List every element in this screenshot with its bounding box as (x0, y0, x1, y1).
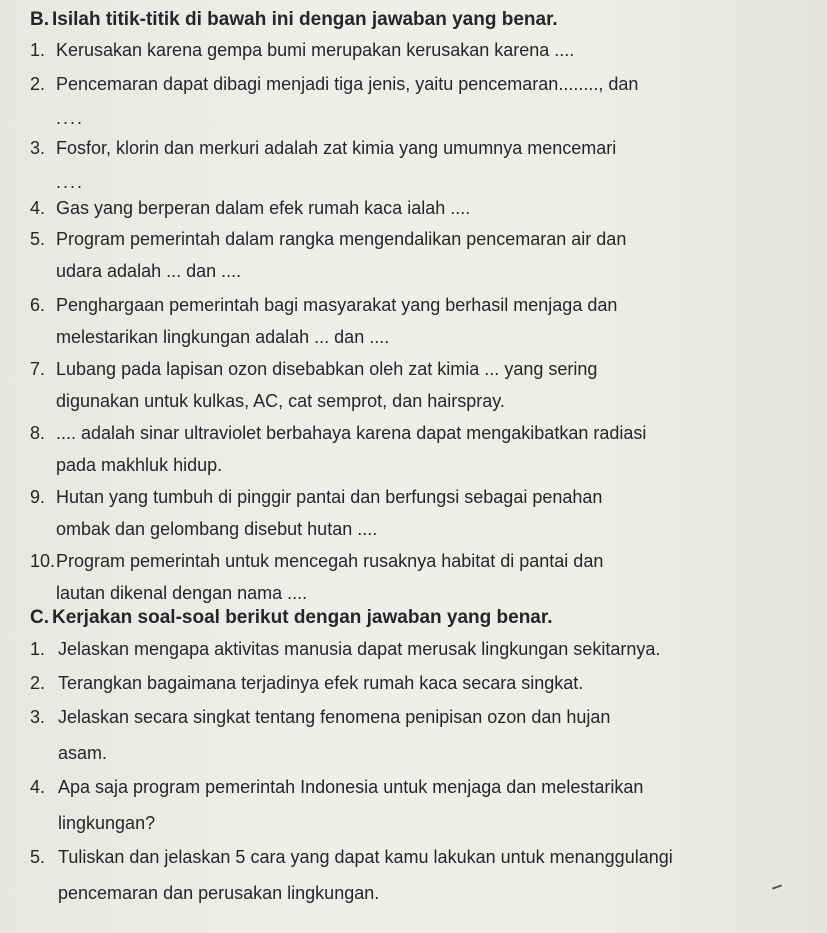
question-continuation: lautan dikenal dengan nama .... (56, 583, 308, 603)
question-continuation: lingkungan? (58, 813, 156, 833)
b-question-10 (30, 547, 820, 575)
b-question-7 (30, 355, 820, 383)
question-number: 10. (30, 551, 56, 571)
section-c (30, 606, 820, 908)
section-c-heading (30, 606, 820, 630)
question-text: Pencemaran dapat dibagi menjadi tiga jenis, yaitu pencemaran........, dan (56, 74, 639, 94)
question-text: Jelaskan mengapa aktivitas manusia dapat merusak lingkungan sekitarnya. (58, 639, 661, 659)
question-number: 1. (30, 40, 46, 60)
question-text: Gas yang berperan dalam efek rumah kaca ialah .... (56, 198, 471, 218)
question-text: .... adalah sinar ultraviolet berbahaya karena dapat mengakibatkan radiasi (56, 423, 647, 443)
question-text: Terangkan bagaimana terjadinya efek rumah kaca secara singkat. (58, 673, 584, 693)
question-text: Jelaskan secara singkat tentang fenomena penipisan ozon dan hujan (58, 707, 611, 727)
b-question-9 (30, 483, 820, 511)
c-question-5 (30, 842, 820, 872)
question-number: 6. (30, 295, 46, 315)
question-number: 7. (30, 359, 46, 379)
question-number: 5. (30, 229, 46, 249)
question-number: 2. (30, 74, 46, 94)
answer-dots: .... (56, 108, 85, 128)
b-question-1 (30, 36, 820, 64)
question-continuation: asam. (58, 743, 108, 763)
question-text: Kerusakan karena gempa bumi merupakan kerusakan karena .... (56, 40, 575, 60)
question-text: Tuliskan dan jelaskan 5 cara yang dapat kamu lakukan untuk menanggulangi (58, 847, 673, 867)
section-c-letter: C. (30, 607, 49, 628)
question-continuation: digunakan untuk kulkas, AC, cat semprot, dan hairspray. (56, 391, 505, 411)
question-text: Hutan yang tumbuh di pinggir pantai dan berfungsi sebagai penahan (56, 487, 603, 507)
c-question-4 (30, 772, 820, 802)
question-continuation: melestarikan lingkungan adalah ... dan .... (56, 327, 390, 347)
section-b-letter: B. (30, 9, 49, 30)
b-question-2 (30, 70, 820, 98)
section-c-title: Kerjakan soal-soal berikut dengan jawaban yang benar. (52, 607, 553, 628)
question-continuation: pada makhluk hidup. (56, 455, 223, 475)
question-number: 9. (30, 487, 46, 507)
question-number: 4. (30, 198, 46, 218)
b-question-3 (30, 134, 820, 162)
section-b-heading (30, 8, 820, 32)
question-number: 5. (30, 847, 46, 867)
question-continuation: udara adalah ... dan .... (56, 261, 242, 281)
question-text: Lubang pada lapisan ozon disebabkan oleh zat kimia ... yang sering (56, 359, 598, 379)
question-number: 3. (30, 138, 46, 158)
section-b-title: Isilah titik-titik di bawah ini dengan jawaban yang benar. (52, 9, 558, 30)
question-text: Program pemerintah dalam rangka mengendalikan pencemaran air dan (56, 229, 627, 249)
question-number: 8. (30, 423, 46, 443)
c-question-1 (30, 634, 820, 664)
question-text: Program pemerintah untuk mencegah rusaknya habitat di pantai dan (56, 551, 604, 571)
question-number: 2. (30, 673, 46, 693)
question-text: Apa saja program pemerintah Indonesia untuk menjaga dan melestarikan (58, 777, 644, 797)
b-question-5 (30, 225, 820, 253)
question-text: Penghargaan pemerintah bagi masyarakat yang berhasil menjaga dan (56, 295, 618, 315)
section-b (30, 8, 820, 607)
question-continuation: ombak dan gelombang disebut hutan .... (56, 519, 378, 539)
b-question-6 (30, 291, 820, 319)
question-number: 3. (30, 707, 46, 727)
question-number: 4. (30, 777, 46, 797)
answer-dots: .... (56, 172, 85, 192)
question-text: Fosfor, klorin dan merkuri adalah zat kimia yang umumnya mencemari (56, 138, 617, 158)
c-question-3 (30, 702, 820, 732)
b-question-4 (30, 194, 820, 222)
b-question-8 (30, 419, 820, 447)
question-number: 1. (30, 639, 46, 659)
question-continuation: pencemaran dan perusakan lingkungan. (58, 883, 380, 903)
c-question-2 (30, 668, 820, 698)
